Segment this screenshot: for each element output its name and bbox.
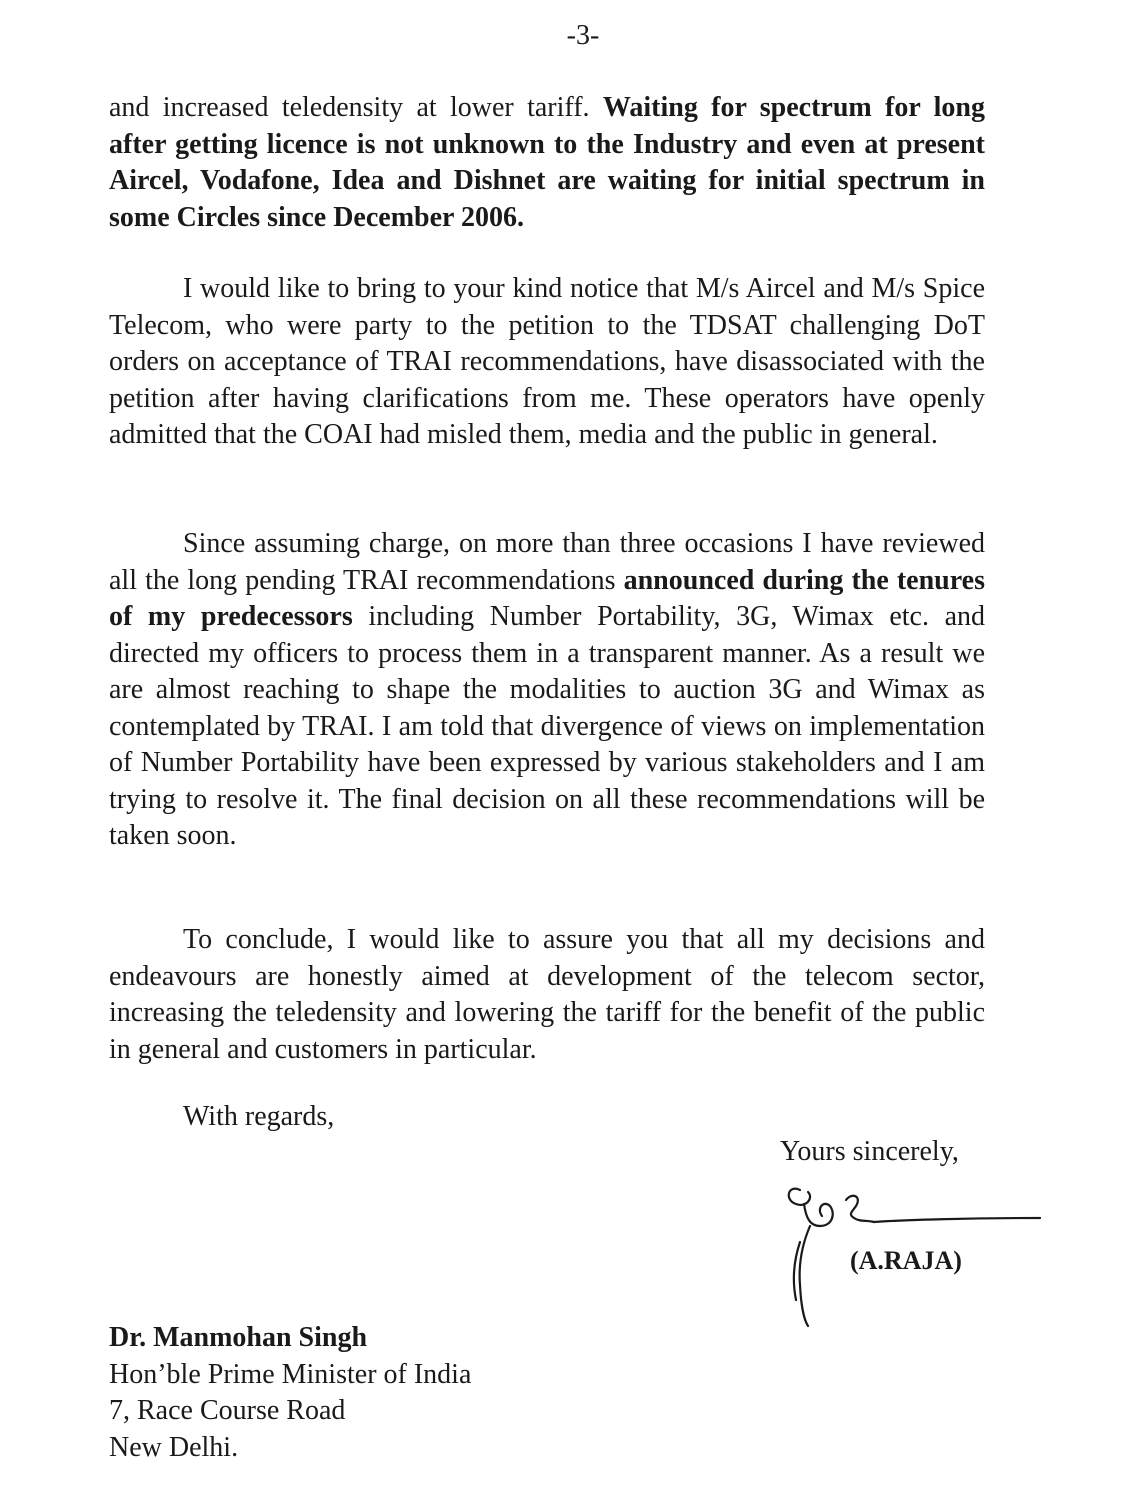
paragraph-spectrum-bold-text: Waiting for spectrum for long after getting licence is not unknown to the Industry and even at present Aircel, Vodafone, Idea and Dishnet are waiting for initial spectrum in some Circles since December 2006. [109,92,985,233]
paragraph-spectrum [109,90,985,236]
closing-yours-sincerely: Yours sincerely, [780,1136,959,1167]
recipient-street: 7, Race Course Road [109,1395,346,1426]
page-number: -3- [566,20,600,51]
paragraph-trai-text-end: including Number Portability, 3G, Wimax etc. and directed my officers to process them in a transparent manner. As a result we are almost reaching to shape the modalities to auction 3G and Wimax as contemplated by TRAI. I am told that divergence of views on implementation of Number Portability have been expressed by various stakeholders and I am trying to resolve it. The final decision on all these recommendations will be taken soon. [109,601,985,851]
recipient-name: Dr. Manmohan Singh [109,1322,368,1353]
paragraph-spectrum-text: and increased teledensity at lower tariff. [109,92,603,123]
paragraph-tdsat-petition: I would like to bring to your kind notice that M/s Aircel and M/s Spice Telecom, who were party to the petition to the TDSAT challenging DoT orders on acceptance of TRAI recommendations, have disassociated with the petition after having clarifications from me. These operators have openly admitted that the COAI had misled them, media and the public in general. [109,273,985,450]
paragraph-trai-recommendations [109,526,985,855]
paragraph-trai-text-start: Since assuming charge, on more than three occasions I have reviewed all the long pending TRAI recommendations [109,528,985,596]
recipient-designation: Hon’ble Prime Minister of India [109,1358,472,1390]
paragraph-conclusion: To conclude, I would like to assure you that all my decisions and endeavours are honestly aimed at development of the telecom sector, increasing the teledensity and lowering the tariff for the benefit of the public in general and customers in particular. [109,924,985,1065]
recipient-address [109,1320,471,1466]
paragraph-trai-bold-text: announced during the tenures of my predecessors [109,564,985,632]
signer-name: (A.RAJA) [850,1246,962,1275]
closing-regards: With regards, [183,1101,335,1132]
recipient-city: New Delhi. [109,1431,239,1463]
